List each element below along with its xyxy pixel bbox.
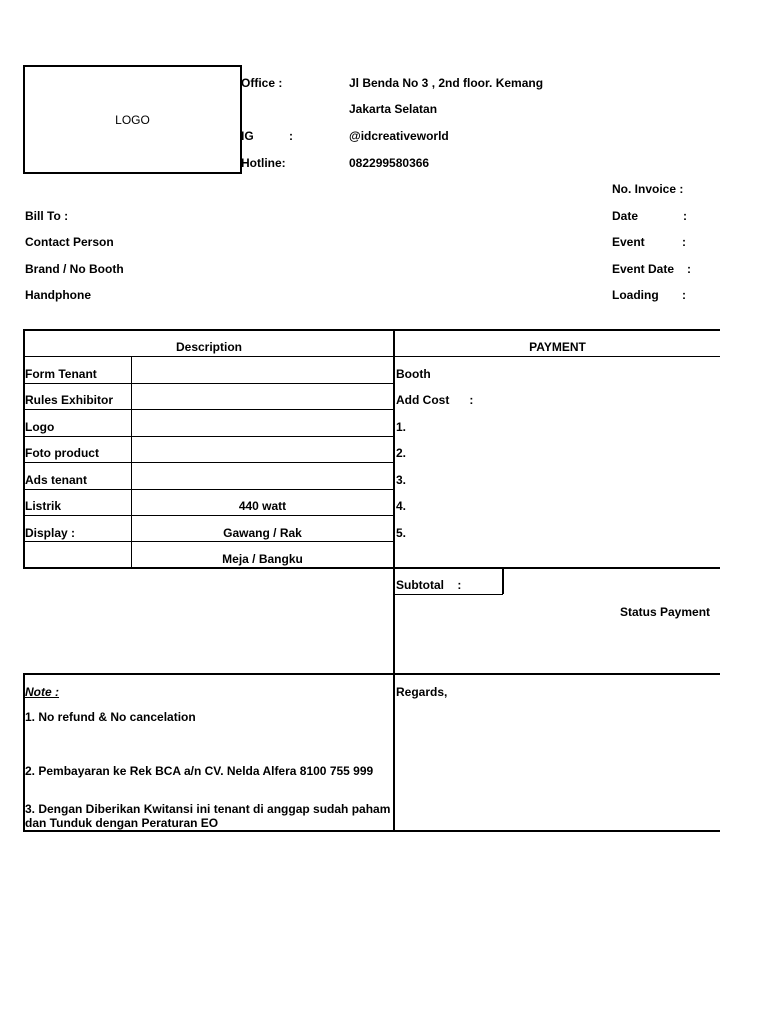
row-label-ads-tenant: Ads tenant <box>25 473 88 487</box>
contact-person-label: Contact Person <box>25 235 114 249</box>
ig-colon: : <box>289 129 293 143</box>
row-value-meja-bangku: Meja / Bangku <box>222 552 303 566</box>
row-label-rules-exhibitor: Rules Exhibitor <box>25 393 114 407</box>
handphone-label: Handphone <box>25 288 91 302</box>
row-divider <box>23 541 393 542</box>
payment-item-4: 4. <box>396 499 407 513</box>
row-label-form-tenant: Form Tenant <box>25 367 97 381</box>
logo-placeholder <box>23 65 242 174</box>
logo-text: LOGO <box>115 112 150 127</box>
event-label: Event <box>612 235 645 249</box>
row-label-logo: Logo <box>25 420 55 434</box>
event-date-label: Event Date <box>612 262 675 276</box>
no-invoice-label: No. Invoice : <box>612 182 684 196</box>
brand-booth-label: Brand / No Booth <box>25 262 124 276</box>
table-center-divider <box>393 329 395 832</box>
row-label-display: Display : <box>25 526 76 540</box>
regards-label: Regards, <box>396 685 448 699</box>
table-header-divider <box>23 356 720 357</box>
note-item-1: 1. No refund & No cancelation <box>25 710 196 724</box>
loading-label: Loading <box>612 288 659 302</box>
payment-item-booth: Booth <box>396 367 431 381</box>
event-date-colon: : <box>687 262 691 276</box>
hotline-number: 082299580366 <box>349 156 430 170</box>
hotline-label: Hotline: <box>241 156 286 170</box>
notes-top-border <box>23 673 720 675</box>
note-item-2: 2. Pembayaran ke Rek BCA a/n CV. Nelda Alfera 8100 755 999 <box>25 764 374 778</box>
note-item-3-line2: dan Tunduk dengan Peraturan EO <box>25 816 219 830</box>
date-colon: : <box>683 209 687 223</box>
row-value-listrik: 440 watt <box>238 499 287 513</box>
row-divider <box>23 409 393 410</box>
payment-header: PAYMENT <box>529 340 586 354</box>
subtotal-label: Subtotal : <box>396 578 462 592</box>
note-label: Note : <box>25 685 59 699</box>
ig-label: IG <box>241 129 254 143</box>
subtotal-divider <box>502 567 504 594</box>
ig-handle: @idcreativeworld <box>349 129 449 143</box>
row-label-foto-product: Foto product <box>25 446 99 460</box>
payment-item-2: 2. <box>396 446 407 460</box>
bill-to-label: Bill To : <box>25 209 69 223</box>
loading-colon: : <box>682 288 686 302</box>
subtotal-bottom-border <box>393 594 503 595</box>
row-divider <box>23 436 393 437</box>
office-address-line2: Jakarta Selatan <box>349 102 438 116</box>
payment-item-add-cost: Add Cost : <box>396 393 474 407</box>
payment-item-1: 1. <box>396 420 407 434</box>
table-top-border <box>23 329 720 331</box>
row-divider <box>23 489 393 490</box>
payment-item-5: 5. <box>396 526 407 540</box>
payment-item-3: 3. <box>396 473 407 487</box>
row-label-listrik: Listrik <box>25 499 62 513</box>
status-payment-label: Status Payment <box>620 605 711 619</box>
description-bottom-border <box>23 567 720 569</box>
row-value-display: Gawang / Rak <box>223 526 302 540</box>
description-header: Description <box>175 340 242 354</box>
notes-bottom-border <box>23 830 720 832</box>
row-divider <box>23 383 393 384</box>
date-label: Date <box>612 209 639 223</box>
event-colon: : <box>682 235 686 249</box>
note-item-3-line1: 3. Dengan Diberikan Kwitansi ini tenant di anggap sudah paham <box>25 802 391 816</box>
row-divider <box>23 515 393 516</box>
office-label: Office : <box>241 76 283 90</box>
office-address-line1: Jl Benda No 3 , 2nd floor. Kemang <box>349 76 544 90</box>
row-divider <box>23 462 393 463</box>
